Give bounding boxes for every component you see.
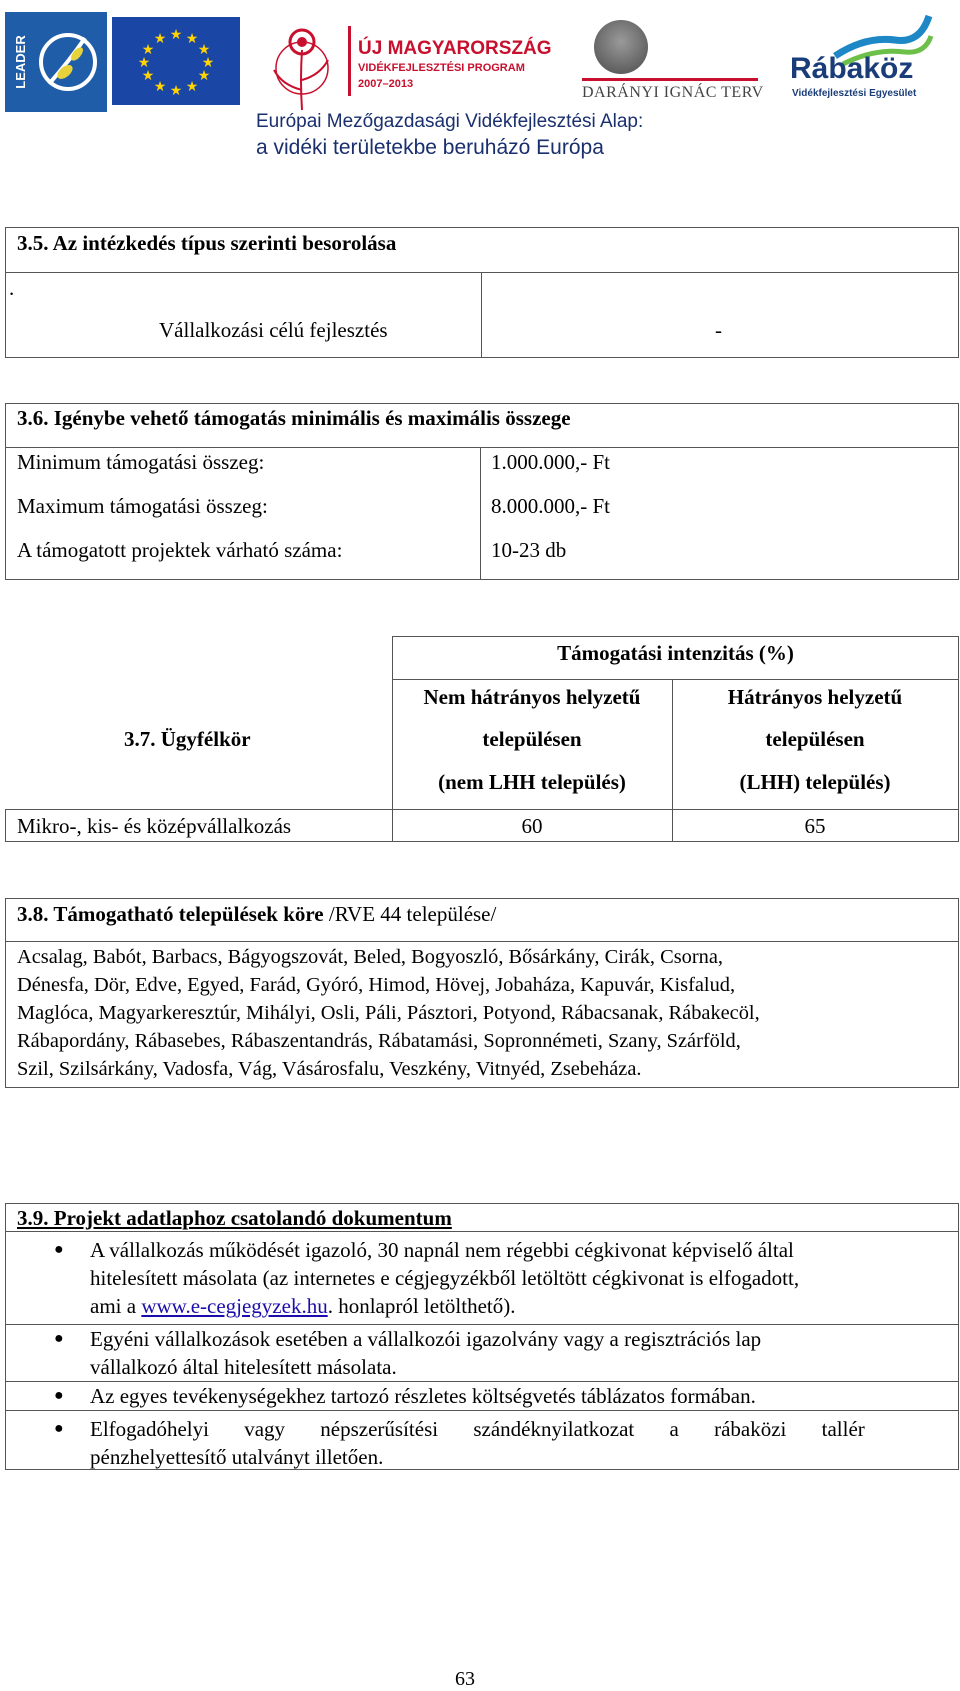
min-amount-label: Minimum támogatási összeg: bbox=[17, 450, 265, 474]
daranyi-portrait bbox=[594, 20, 648, 74]
settlements-line-5: Szil, Szilsárkány, Vadosfa, Vág, Vásárosfalu, Veszkény, Vitnyéd, Zsebeháza. bbox=[17, 1058, 642, 1080]
svg-text:★: ★ bbox=[137, 55, 151, 71]
col-non-lhh-line1: Nem hátrányos helyzetű bbox=[423, 685, 641, 709]
section-3-6-title: 3.6. Igénybe vehető támogatás minimális és maximális összege bbox=[17, 406, 571, 430]
doc-item-4-line-1 bbox=[90, 1417, 945, 1441]
bullet-2: ● bbox=[54, 1330, 64, 1347]
section-3-8-title-bold: 3.8. Támogatható települések köre bbox=[17, 902, 324, 926]
doc-item-4-line-1-text: Elfogadóhelyi vagy népszerűsítési szándéknyilatkozat a rábaközi tallér bbox=[90, 1417, 865, 1441]
settlements-line-1: Acsalag, Babót, Barbacs, Bágyogszovát, Beled, Bogyoszló, Bősárkány, Cirák, Csorna, bbox=[17, 946, 723, 968]
umfp-subtitle: VIDÉKFEJLESZTÉSI PROGRAM bbox=[358, 62, 525, 74]
svg-text:★: ★ bbox=[169, 27, 183, 43]
row-sme-value-lhh: 65 bbox=[804, 814, 826, 838]
rabakoz-title: Rábaköz bbox=[790, 52, 914, 85]
svg-text:★: ★ bbox=[201, 55, 215, 71]
bullet-1: ● bbox=[54, 1241, 64, 1258]
eu-flag-logo bbox=[112, 17, 240, 105]
doc-item-1-line-3-pre: ami a bbox=[90, 1294, 142, 1318]
svg-text:★: ★ bbox=[185, 79, 199, 95]
page-number: 63 bbox=[455, 1668, 475, 1690]
section-3-5-label: Vállalkozási célú fejlesztés bbox=[159, 318, 388, 342]
svg-text:★: ★ bbox=[197, 68, 211, 84]
svg-text:★: ★ bbox=[153, 31, 167, 47]
leader-leaf-icon bbox=[35, 20, 101, 104]
section-3-8-title-rest: /RVE 44 települése/ bbox=[323, 902, 497, 926]
svg-text:★: ★ bbox=[197, 42, 211, 58]
col-lhh-line3: (LHH) település) bbox=[739, 770, 891, 794]
bullet-3: ● bbox=[54, 1387, 64, 1404]
e-cegjegyzek-link[interactable]: www.e-cegjegyzek.hu bbox=[141, 1294, 328, 1318]
doc-item-2-line-2: vállalkozó által hitelesített másolata. bbox=[90, 1355, 397, 1379]
daranyi-text: DARÁNYI IGNÁC TERV bbox=[582, 84, 764, 101]
doc-item-2-line-1: Egyéni vállalkozások esetében a vállalkozói igazolvány vagy a regisztrációs lap bbox=[90, 1327, 762, 1351]
projects-count-value: 10-23 db bbox=[491, 538, 567, 562]
svg-text:★: ★ bbox=[141, 42, 155, 58]
section-3-5-dot: . bbox=[9, 276, 15, 300]
umfp-divider bbox=[348, 26, 351, 96]
eu-fund-line1: Európai Mezőgazdasági Vidékfejlesztési Alap: bbox=[256, 111, 644, 132]
rabakoz-subtitle: Vidékfejlesztési Egyesület bbox=[792, 88, 917, 99]
header-logos bbox=[0, 0, 960, 170]
min-amount-value: 1.000.000,- Ft bbox=[491, 450, 611, 474]
row-sme-label: Mikro-, kis- és középvállalkozás bbox=[17, 814, 292, 838]
section-3-5-value: - bbox=[715, 318, 722, 342]
max-amount-value: 8.000.000,- Ft bbox=[491, 494, 611, 518]
svg-text:★: ★ bbox=[185, 31, 199, 47]
doc-item-1-line-1: A vállalkozás működését igazoló, 30 napnál nem régebbi cégkivonat képviselő által bbox=[90, 1238, 794, 1262]
settlements-line-3: Maglóca, Magyarkeresztúr, Mihályi, Osli, Páli, Pásztori, Potyond, Rábacsanak, Rábakecöl, bbox=[17, 1002, 760, 1024]
leader-logo bbox=[5, 12, 107, 112]
col-non-lhh-line3: (nem LHH település) bbox=[438, 770, 626, 794]
section-3-9-title: 3.9. Projekt adatlaphoz csatolandó dokumentum bbox=[17, 1206, 452, 1230]
eu-stars-icon bbox=[112, 17, 240, 105]
bullet-4: ● bbox=[54, 1420, 64, 1437]
umfp-years: 2007–2013 bbox=[358, 78, 414, 90]
projects-count-label: A támogatott projektek várható száma: bbox=[17, 538, 343, 562]
intensity-header: Támogatási intenzitás (%) bbox=[557, 641, 794, 665]
doc-item-1-line-3 bbox=[90, 1294, 516, 1318]
col-non-lhh-line2: településen bbox=[482, 727, 582, 751]
eu-fund-line2: a vidéki területekbe beruházó Európa bbox=[256, 136, 604, 159]
doc-item-1-line-3-post: . honlapról letölthető). bbox=[327, 1294, 516, 1318]
svg-text:★: ★ bbox=[169, 83, 183, 99]
umfp-title: ÚJ MAGYARORSZÁG bbox=[358, 38, 552, 59]
doc-item-3: Az egyes tevékenységekhez tartozó részletes költségvetés táblázatos formában. bbox=[90, 1384, 756, 1408]
col-lhh-line1: Hátrányos helyzetű bbox=[727, 685, 903, 709]
max-amount-label: Maximum támogatási összeg: bbox=[17, 494, 268, 518]
svg-text:★: ★ bbox=[153, 79, 167, 95]
umfp-flower-icon bbox=[262, 20, 342, 116]
row-sme-value-non-lhh: 60 bbox=[521, 814, 543, 838]
section-3-8-title bbox=[17, 902, 496, 926]
daranyi-underline bbox=[582, 78, 758, 81]
settlements-line-4: Rábapordány, Rábasebes, Rábaszentandrás, Rábatamási, Sopronnémeti, Szany, Szárföld, bbox=[17, 1030, 741, 1052]
section-3-7-title: 3.7. Ügyfélkör bbox=[124, 727, 251, 751]
section-3-5-title: 3.5. Az intézkedés típus szerinti besorolása bbox=[17, 231, 397, 255]
doc-item-4-line-2: pénzhelyettesítő utalványt illetően. bbox=[90, 1445, 384, 1469]
settlements-line-2: Dénesfa, Dör, Edve, Egyed, Farád, Gyóró, Himod, Hövej, Jobaháza, Kapuvár, Kisfalud, bbox=[17, 974, 736, 996]
col-lhh-line2: településen bbox=[765, 727, 865, 751]
doc-item-1-line-2: hitelesített másolata (az internetes e cégjegyzékből letöltött cégkivonat is elfogadott, bbox=[90, 1266, 800, 1290]
svg-text:★: ★ bbox=[141, 68, 155, 84]
leader-logo-text: LEADER bbox=[13, 35, 28, 89]
